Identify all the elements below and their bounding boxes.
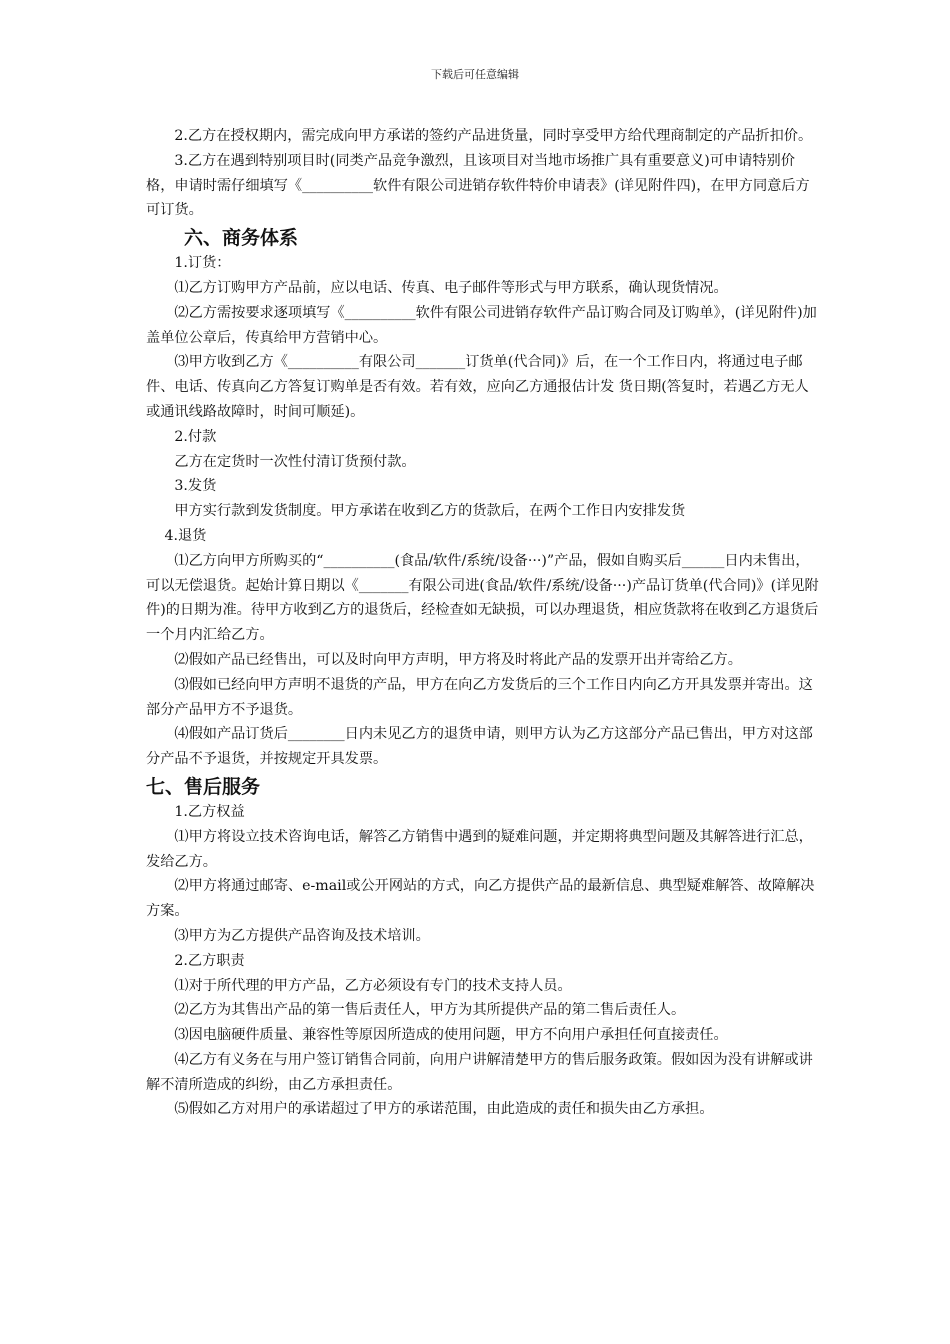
- paragraph: ⑷乙方有义务在与用户签订销售合同前，向用户讲解清楚甲方的售后服务政策。假如因为没有讲解或讲解不清所造成的纠纷，由乙方承担责任。: [146, 1051, 813, 1093]
- paragraph: ⑶假如已经向甲方声明不退货的产品，甲方在向乙方发货后的三个工作日内向乙方开具发票并寄出。这部分产品甲方不予退货。: [146, 676, 813, 718]
- document-body: [146, 124, 820, 1122]
- paragraph: 1.乙方权益: [174, 803, 245, 820]
- paragraph: 3.发货: [174, 478, 217, 495]
- paragraph: ⑶甲方为乙方提供产品咨询及技术培训。: [174, 927, 430, 944]
- paragraph: ⑵假如产品已经售出，可以及时向甲方声明，甲方将及时将此产品的发票开出并寄给乙方。: [174, 651, 742, 668]
- section-heading: 七、售后服务: [146, 775, 261, 798]
- paragraph: 2.乙方在授权期内，需完成向甲方承诺的签约产品进货量，同时享受甲方给代理商制定的产品折扣价。: [174, 128, 813, 144]
- paragraph: 1.订货：: [174, 255, 231, 272]
- paragraph: ⑶甲方收到乙方《__________有限公司_______订货单(代合同)》后，在一个工作日内，将通过电子邮件、电话、传真向乙方答复订购单是否有效。若有效，应向乙方通报估计发 货日期(答复时，若遇乙方无人或通讯线路故障时，时间可顺延)。: [146, 354, 809, 420]
- paragraph: ⑷假如产品订货后________日内未见乙方的退货申请，则甲方认为乙方这部分产品已售出，甲方对这部分产品不予退货，并按规定开具发票。: [146, 726, 813, 768]
- paragraph: ⑵乙方为其售出产品的第一售后责任人，甲方为其所提供产品的第二售后责任人。: [174, 1002, 686, 1019]
- paragraph: ⑴甲方将设立技术咨询电话，解答乙方销售中遇到的疑难问题，并定期将典型问题及其解答进行汇总，发给乙方。: [146, 828, 813, 870]
- paragraph: ⑶因电脑硬件质量、兼容性等原因所造成的使用问题，甲方不向用户承担任何直接责任。: [174, 1027, 728, 1044]
- paragraph: ⑴乙方订购甲方产品前，应以电话、传真、电子邮件等形式与甲方联系，确认现货情况。: [174, 279, 728, 296]
- paragraph: ⑵甲方将通过邮寄、e-mail或公开网站的方式，向乙方提供产品的最新信息、典型疑难解答、故障解决方案。: [146, 878, 815, 920]
- paragraph: 3.乙方在遇到特别项目时(同类产品竞争激烈，且该项目对当地市场推广具有重要意义)可申请特别价格，申请时需仔细填写《__________软件有限公司进销存软件特价申请表》(详见附件四)，在甲方同意后方可订货。: [146, 152, 810, 219]
- paragraph: ⑴对于所代理的甲方产品，乙方必须设有专门的技术支持人员。: [174, 977, 572, 994]
- paragraph: 4.退货: [164, 527, 207, 544]
- paragraph: 2.乙方职责: [174, 952, 245, 969]
- paragraph: 乙方在定货时一次性付清订货预付款。: [174, 453, 416, 470]
- page-header: 下载后可任意编辑: [431, 68, 519, 81]
- paragraph: 甲方实行款到发货制度。甲方承诺在收到乙方的货款后，在两个工作日内安排发货: [174, 503, 686, 520]
- paragraph: ⑸假如乙方对用户的承诺超过了甲方的承诺范围，由此造成的责任和损失由乙方承担。: [174, 1101, 714, 1118]
- paragraph: ⑴乙方向甲方所购买的“__________(食品/软件/系统/设备···)”产品，假如自购买后______日内未售出，可以无偿退货。起始计算日期以《_______有限公司进(食品/软件/系统/设备···)产品订货单(代合同)》(详见附件)的日期为准。待甲方收到乙方的退货后，经检查如无缺损，可以办理退货，相应货款将在收到乙方退货后一个月内汇给乙方。: [146, 552, 819, 644]
- paragraph: ⑵乙方需按要求逐项填写《__________软件有限公司进销存软件产品订购合同及订购单》，(详见附件)加盖单位公章后，传真给甲方营销中心。: [146, 304, 817, 346]
- section-heading: 六、商务体系: [184, 227, 299, 250]
- paragraph: 2.付款: [174, 428, 217, 445]
